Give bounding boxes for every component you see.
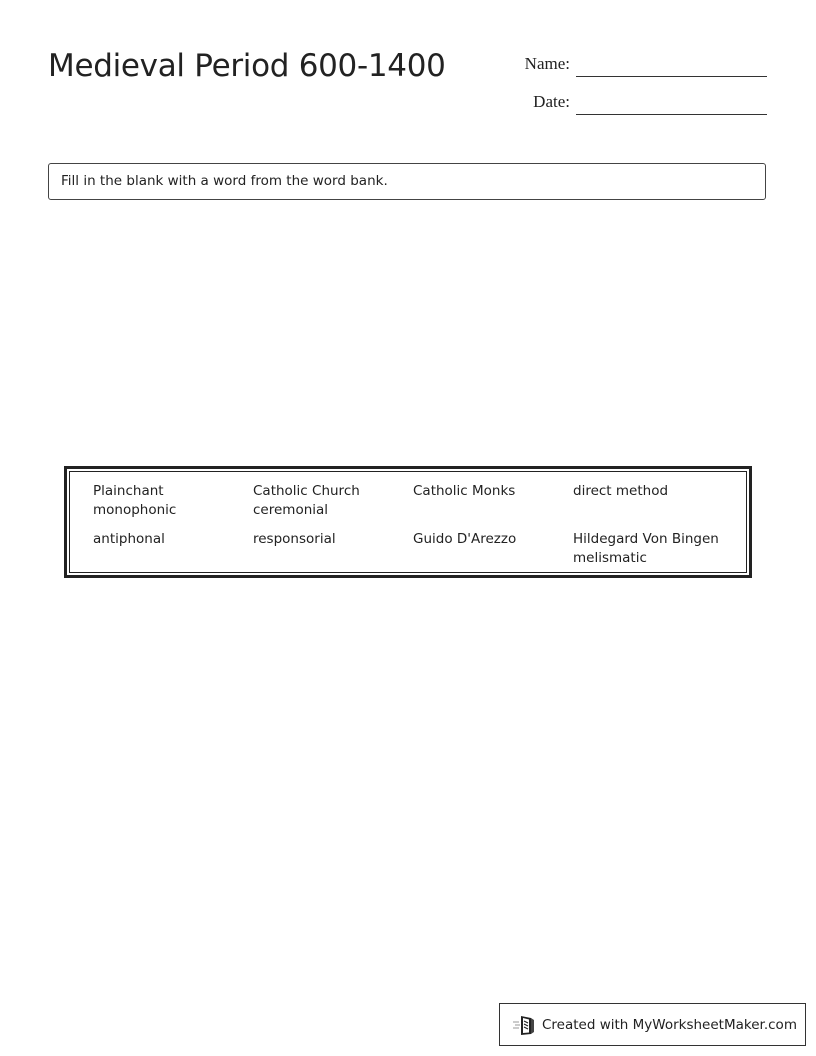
name-label: Name: <box>524 54 570 73</box>
word-bank-item <box>253 549 413 568</box>
word-bank-item <box>413 549 573 568</box>
word-bank-item: monophonic <box>93 502 177 518</box>
instructions-box <box>48 163 766 200</box>
word-bank-item: ceremonial <box>253 502 329 518</box>
word-bank-item: melismatic <box>573 550 647 566</box>
word-bank-item: antiphonal <box>93 531 165 547</box>
word-bank-item: responsorial <box>253 531 336 547</box>
word-bank-item: Hildegard Von Bingen <box>573 531 719 547</box>
name-blank-line[interactable] <box>576 60 767 77</box>
date-label: Date: <box>533 92 570 111</box>
word-bank-item <box>413 501 573 520</box>
footer-text: Created with MyWorksheetMaker.com <box>542 1016 797 1033</box>
word-bank-item <box>573 501 733 520</box>
worksheet-maker-logo-icon <box>512 1014 536 1036</box>
word-bank-item <box>93 549 253 568</box>
date-blank-line[interactable] <box>576 98 767 115</box>
word-bank-row <box>93 482 733 501</box>
word-bank-row <box>93 501 733 520</box>
word-bank-item: Catholic Church <box>253 483 360 499</box>
footer-badge[interactable] <box>499 1003 806 1046</box>
word-bank-item: direct method <box>573 483 669 499</box>
word-bank <box>64 466 752 578</box>
word-bank-row <box>93 549 733 568</box>
word-bank-row <box>93 530 733 549</box>
word-bank-item: Catholic Monks <box>413 483 516 499</box>
worksheet-title: Medieval Period 600-1400 <box>48 48 446 84</box>
word-bank-item: Guido D'Arezzo <box>413 531 517 547</box>
word-bank-item: Plainchant <box>93 483 164 499</box>
instructions-text: Fill in the blank with a word from the word bank. <box>61 173 388 189</box>
